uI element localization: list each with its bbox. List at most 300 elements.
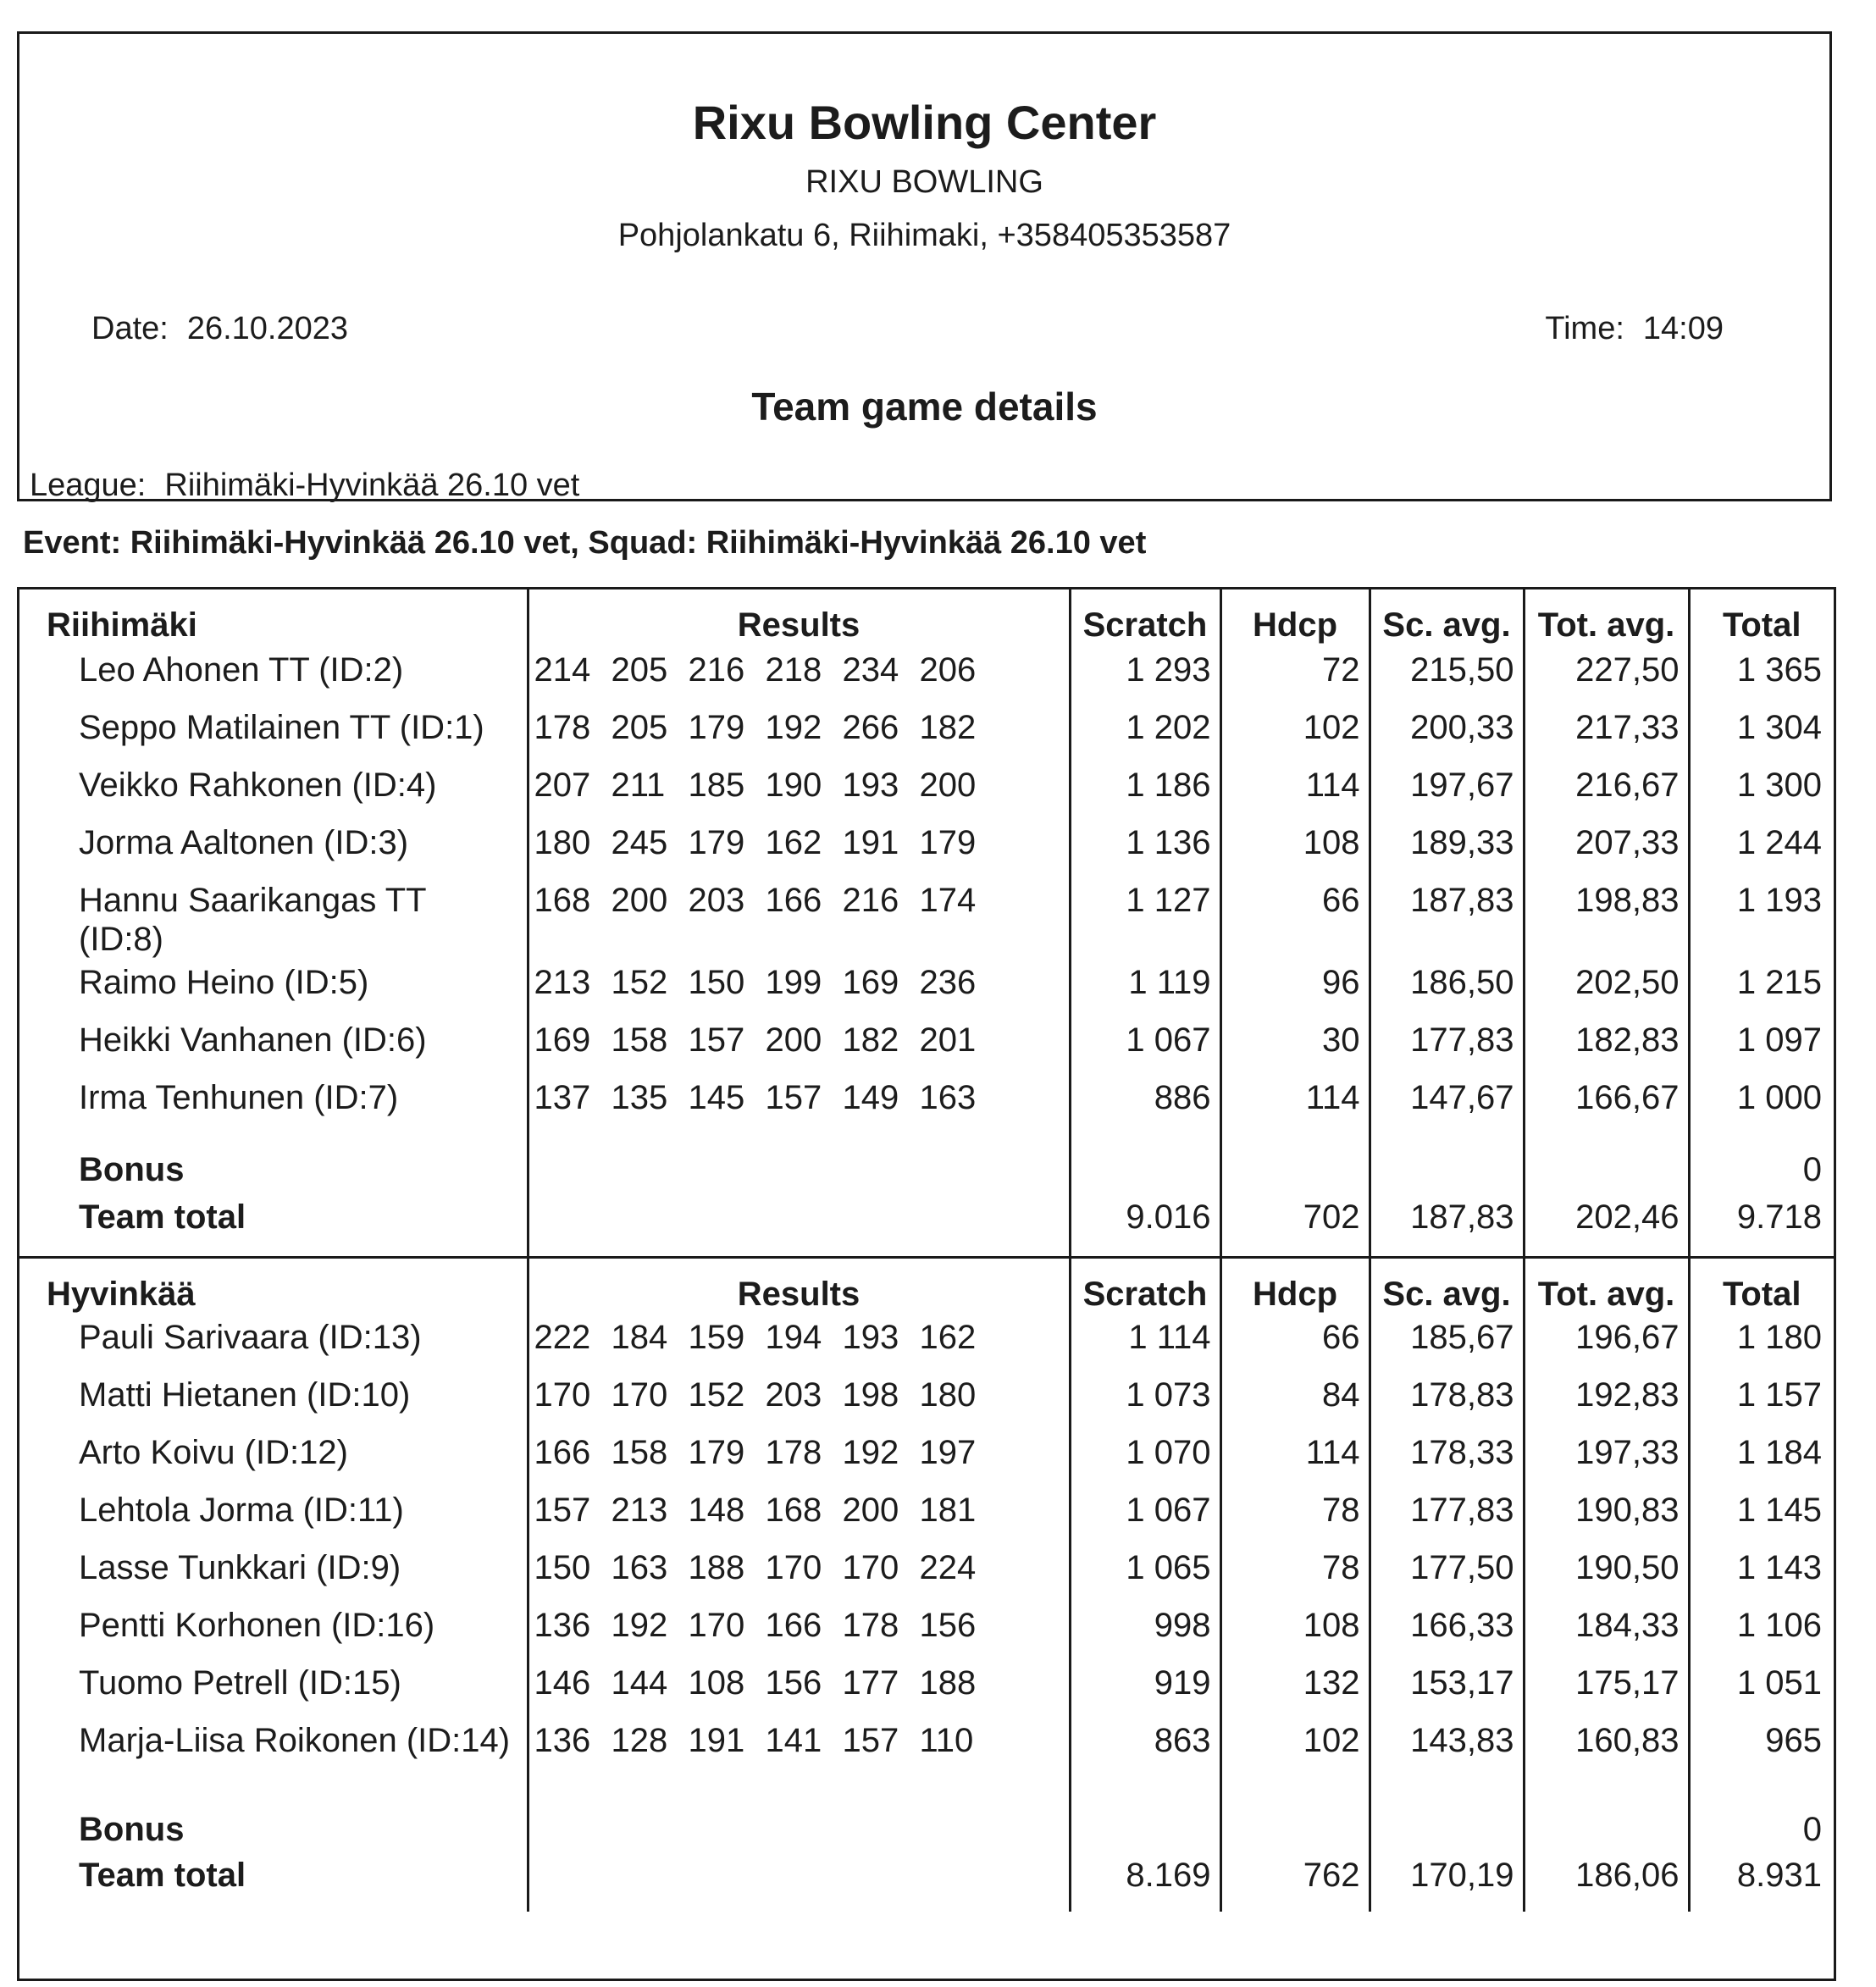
bonus-total: 0 [1689, 1803, 1834, 1856]
empty-cell [1370, 1803, 1524, 1856]
game-score: 198 [842, 1376, 899, 1414]
game-score: 141 [765, 1722, 822, 1759]
team-total-scratch: 9.016 [1070, 1198, 1220, 1257]
game-score: 218 [765, 651, 822, 689]
player-hdcp: 66 [1220, 1318, 1370, 1375]
player-total: 1 304 [1689, 708, 1834, 766]
game-scores [529, 1375, 1069, 1414]
player-total: 1 000 [1689, 1078, 1834, 1143]
player-hdcp: 114 [1220, 766, 1370, 823]
hdcp-header: Hdcp [1220, 1257, 1370, 1318]
game-score: 163 [611, 1549, 668, 1586]
game-score: 180 [534, 824, 591, 861]
player-tot-avg: 217,33 [1524, 708, 1689, 766]
player-row [19, 1021, 1834, 1078]
player-row [19, 1548, 1834, 1606]
player-total: 1 097 [1689, 1021, 1834, 1078]
results-header: Results [528, 589, 1070, 650]
player-name: Marja-Liisa Roikonen (ID:14) [79, 1722, 511, 1759]
game-score: 179 [688, 824, 745, 861]
player-hdcp: 114 [1220, 1433, 1370, 1491]
player-games [528, 650, 1070, 708]
game-score: 236 [919, 964, 977, 1001]
report-time [1545, 309, 1724, 348]
team-total-hdcp: 762 [1220, 1856, 1370, 1912]
time-label: Time: [1545, 311, 1624, 346]
player-hdcp: 102 [1220, 1721, 1370, 1803]
game-score: 158 [611, 1434, 668, 1471]
game-score: 179 [688, 1434, 745, 1471]
game-score: 216 [688, 651, 745, 689]
game-score: 190 [765, 767, 822, 804]
game-score: 168 [534, 882, 591, 919]
game-score: 205 [611, 651, 668, 689]
player-games [528, 881, 1070, 963]
bonus-total: 0 [1689, 1143, 1834, 1198]
player-hdcp: 96 [1220, 963, 1370, 1021]
player-scratch: 1 136 [1070, 823, 1220, 881]
empty-cell [1220, 1143, 1370, 1198]
player-games [528, 708, 1070, 766]
game-score: 266 [842, 709, 899, 746]
player-row [19, 708, 1834, 766]
player-row [19, 823, 1834, 881]
team-name: Hyvinkää [19, 1257, 528, 1318]
player-scratch: 1 293 [1070, 650, 1220, 708]
game-score: 193 [842, 767, 899, 804]
game-score: 168 [765, 1492, 822, 1529]
player-tot-avg: 175,17 [1524, 1663, 1689, 1721]
game-score: 188 [688, 1549, 745, 1586]
player-name: Tuomo Petrell (ID:15) [79, 1664, 401, 1702]
results-table-box [17, 587, 1836, 1981]
player-scratch: 919 [1070, 1663, 1220, 1721]
player-row [19, 881, 1834, 963]
team-total-row [19, 1856, 1834, 1912]
player-name: Hannu Saarikangas TT (ID:8) [79, 882, 426, 958]
player-name: Raimo Heino (ID:5) [79, 964, 369, 1001]
league-line [30, 466, 579, 505]
game-score: 170 [688, 1607, 745, 1644]
player-hdcp: 66 [1220, 881, 1370, 963]
player-total: 965 [1689, 1721, 1834, 1803]
player-hdcp: 132 [1220, 1663, 1370, 1721]
game-score: 170 [765, 1549, 822, 1586]
bonus-row [19, 1143, 1834, 1198]
game-score: 108 [688, 1664, 745, 1702]
game-scores [529, 1606, 1069, 1645]
game-score: 191 [688, 1722, 745, 1759]
player-hdcp: 114 [1220, 1078, 1370, 1143]
player-total: 1 193 [1689, 881, 1834, 963]
player-hdcp: 30 [1220, 1021, 1370, 1078]
game-score: 137 [534, 1079, 591, 1116]
player-sc-avg: 189,33 [1370, 823, 1524, 881]
player-scratch: 1 067 [1070, 1021, 1220, 1078]
total-header: Total [1689, 589, 1834, 650]
player-row [19, 650, 1834, 708]
player-tot-avg: 160,83 [1524, 1721, 1689, 1803]
empty-cell [1070, 1143, 1220, 1198]
player-row [19, 1078, 1834, 1143]
game-score: 193 [842, 1319, 899, 1356]
game-score: 213 [534, 964, 591, 1001]
player-total: 1 145 [1689, 1491, 1834, 1548]
game-score: 163 [919, 1079, 977, 1116]
team-total-row [19, 1198, 1834, 1257]
game-score: 179 [688, 709, 745, 746]
player-sc-avg: 177,83 [1370, 1491, 1524, 1548]
player-name: Pauli Sarivaara (ID:13) [79, 1319, 422, 1356]
game-score: 166 [534, 1434, 591, 1471]
team-total-sc-avg: 187,83 [1370, 1198, 1524, 1257]
player-name: Veikko Rahkonen (ID:4) [79, 767, 437, 804]
player-name: Matti Hietanen (ID:10) [79, 1376, 411, 1414]
player-total: 1 051 [1689, 1663, 1834, 1721]
player-sc-avg: 215,50 [1370, 650, 1524, 708]
empty-cell [1070, 1803, 1220, 1856]
game-score: 178 [765, 1434, 822, 1471]
game-score: 148 [688, 1492, 745, 1529]
center-subtitle: RIXU BOWLING [805, 164, 1043, 200]
date-value: 26.10.2023 [186, 311, 349, 346]
game-scores [529, 1491, 1069, 1530]
game-score: 182 [842, 1021, 899, 1059]
game-scores [529, 1318, 1069, 1357]
game-score: 180 [919, 1376, 977, 1414]
game-score: 144 [611, 1664, 668, 1702]
player-row [19, 1491, 1834, 1548]
league-value: Riihimäki-Hyvinkää 26.10 vet [164, 468, 580, 503]
game-score: 169 [842, 964, 899, 1001]
game-score: 192 [842, 1434, 899, 1471]
team-total-tot-avg: 202,46 [1524, 1198, 1689, 1257]
game-score: 162 [919, 1319, 977, 1356]
player-scratch: 1 119 [1070, 963, 1220, 1021]
player-row [19, 1433, 1834, 1491]
date-label: Date: [91, 311, 169, 346]
game-scores [529, 650, 1069, 689]
game-score: 200 [842, 1492, 899, 1529]
scratch-header: Scratch [1070, 589, 1220, 650]
game-score: 150 [688, 964, 745, 1001]
game-scores [529, 766, 1069, 805]
player-scratch: 1 127 [1070, 881, 1220, 963]
game-scores [529, 963, 1069, 1002]
player-sc-avg: 200,33 [1370, 708, 1524, 766]
game-score: 184 [611, 1319, 668, 1356]
player-total: 1 180 [1689, 1318, 1834, 1375]
game-score: 245 [611, 824, 668, 861]
game-score: 214 [534, 651, 591, 689]
center-address: Pohjolankatu 6, Riihimaki, +358405353587 [617, 218, 1231, 253]
player-scratch: 1 114 [1070, 1318, 1220, 1375]
game-score: 152 [688, 1376, 745, 1414]
player-name: Irma Tenhunen (ID:7) [79, 1079, 399, 1116]
player-scratch: 1 065 [1070, 1548, 1220, 1606]
game-score: 156 [919, 1607, 977, 1644]
game-scores [529, 1021, 1069, 1060]
team-total-tot-avg: 186,06 [1524, 1856, 1689, 1912]
game-score: 199 [765, 964, 822, 1001]
game-score: 200 [765, 1021, 822, 1059]
player-hdcp: 108 [1220, 1606, 1370, 1663]
player-tot-avg: 184,33 [1524, 1606, 1689, 1663]
player-name: Pentti Korhonen (ID:16) [79, 1607, 435, 1644]
tot-avg-header: Tot. avg. [1524, 1257, 1689, 1318]
player-name: Jorma Aaltonen (ID:3) [79, 824, 409, 861]
player-games [528, 1491, 1070, 1548]
game-scores [529, 881, 1069, 920]
player-row [19, 1318, 1834, 1375]
game-score: 188 [919, 1664, 977, 1702]
game-score: 150 [534, 1549, 591, 1586]
player-tot-avg: 197,33 [1524, 1433, 1689, 1491]
tot-avg-header: Tot. avg. [1524, 589, 1689, 650]
game-score: 234 [842, 651, 899, 689]
game-score: 201 [919, 1021, 977, 1059]
player-tot-avg: 166,67 [1524, 1078, 1689, 1143]
game-score: 170 [842, 1549, 899, 1586]
player-sc-avg: 187,83 [1370, 881, 1524, 963]
game-score: 205 [611, 709, 668, 746]
player-sc-avg: 177,50 [1370, 1548, 1524, 1606]
player-row [19, 963, 1834, 1021]
team-total-label: Team total [79, 1198, 246, 1236]
player-row [19, 1606, 1834, 1663]
player-games [528, 1548, 1070, 1606]
game-score: 162 [765, 824, 822, 861]
player-name: Seppo Matilainen TT (ID:1) [79, 709, 484, 746]
player-hdcp: 72 [1220, 650, 1370, 708]
game-score: 194 [765, 1319, 822, 1356]
player-name: Heikki Vanhanen (ID:6) [79, 1021, 427, 1059]
team-header-row [19, 1257, 1834, 1318]
player-tot-avg: 190,50 [1524, 1548, 1689, 1606]
player-games [528, 963, 1070, 1021]
player-hdcp: 102 [1220, 708, 1370, 766]
player-total: 1 215 [1689, 963, 1834, 1021]
game-score: 169 [534, 1021, 591, 1059]
player-total: 1 143 [1689, 1548, 1834, 1606]
game-score: 203 [765, 1376, 822, 1414]
player-scratch: 886 [1070, 1078, 1220, 1143]
player-sc-avg: 177,83 [1370, 1021, 1524, 1078]
player-hdcp: 84 [1220, 1375, 1370, 1433]
game-scores [529, 1548, 1069, 1587]
player-games [528, 1663, 1070, 1721]
player-tot-avg: 196,67 [1524, 1318, 1689, 1375]
game-score: 166 [765, 882, 822, 919]
player-scratch: 998 [1070, 1606, 1220, 1663]
game-score: 216 [842, 882, 899, 919]
player-total: 1 106 [1689, 1606, 1834, 1663]
game-score: 211 [611, 767, 666, 804]
player-sc-avg: 143,83 [1370, 1721, 1524, 1803]
bonus-label: Bonus [79, 1811, 185, 1848]
game-score: 182 [919, 709, 977, 746]
time-value: 14:09 [1642, 311, 1724, 346]
game-score: 135 [611, 1079, 668, 1116]
empty-cell [1524, 1803, 1689, 1856]
player-scratch: 1 186 [1070, 766, 1220, 823]
game-score: 157 [688, 1021, 745, 1059]
player-row [19, 766, 1834, 823]
report-date [91, 309, 348, 348]
team-total-total: 9.718 [1689, 1198, 1834, 1257]
results-header: Results [528, 1257, 1070, 1318]
game-score: 146 [534, 1664, 591, 1702]
empty-cell [528, 1198, 1070, 1257]
game-score: 149 [842, 1079, 899, 1116]
game-scores [529, 1721, 1069, 1760]
player-sc-avg: 197,67 [1370, 766, 1524, 823]
player-total: 1 157 [1689, 1375, 1834, 1433]
player-total: 1 365 [1689, 650, 1834, 708]
player-games [528, 766, 1070, 823]
game-score: 136 [534, 1607, 591, 1644]
player-sc-avg: 153,17 [1370, 1663, 1524, 1721]
results-table [19, 589, 1834, 1912]
game-score: 203 [688, 882, 745, 919]
game-score: 192 [765, 709, 822, 746]
game-score: 207 [534, 767, 591, 804]
player-sc-avg: 147,67 [1370, 1078, 1524, 1143]
total-header: Total [1689, 1257, 1834, 1318]
player-name: Lehtola Jorma (ID:11) [79, 1492, 404, 1529]
player-name: Lasse Tunkkari (ID:9) [79, 1549, 401, 1586]
game-score: 192 [611, 1607, 668, 1644]
player-scratch: 863 [1070, 1721, 1220, 1803]
player-tot-avg: 182,83 [1524, 1021, 1689, 1078]
player-games [528, 1606, 1070, 1663]
game-scores [529, 1663, 1069, 1702]
player-tot-avg: 202,50 [1524, 963, 1689, 1021]
game-score: 128 [611, 1722, 668, 1759]
player-row [19, 1663, 1834, 1721]
player-games [528, 1433, 1070, 1491]
report-title: Team game details [751, 385, 1098, 429]
game-score: 152 [611, 964, 668, 1001]
team-name: Riihimäki [47, 606, 197, 644]
team-total-total: 8.931 [1689, 1856, 1834, 1912]
game-score: 157 [765, 1079, 822, 1116]
player-total: 1 300 [1689, 766, 1834, 823]
game-score: 170 [611, 1376, 668, 1414]
player-sc-avg: 186,50 [1370, 963, 1524, 1021]
player-scratch: 1 202 [1070, 708, 1220, 766]
player-total: 1 184 [1689, 1433, 1834, 1491]
player-games [528, 823, 1070, 881]
game-score: 177 [842, 1664, 899, 1702]
report-header [17, 31, 1832, 501]
hdcp-header: Hdcp [1220, 589, 1370, 650]
game-score: 213 [611, 1492, 668, 1529]
player-scratch: 1 073 [1070, 1375, 1220, 1433]
team-total-label: Team total [79, 1857, 246, 1894]
player-tot-avg: 207,33 [1524, 823, 1689, 881]
game-score: 197 [919, 1434, 977, 1471]
game-score: 181 [919, 1492, 977, 1529]
team-total-sc-avg: 170,19 [1370, 1856, 1524, 1912]
player-games [528, 1078, 1070, 1143]
player-games [528, 1375, 1070, 1433]
player-total: 1 244 [1689, 823, 1834, 881]
game-score: 178 [534, 709, 591, 746]
player-games [528, 1318, 1070, 1375]
player-hdcp: 108 [1220, 823, 1370, 881]
game-score: 159 [688, 1319, 745, 1356]
player-row [19, 1721, 1834, 1803]
game-score: 185 [688, 767, 745, 804]
game-score: 156 [765, 1664, 822, 1702]
empty-cell [528, 1856, 1070, 1912]
game-scores [529, 1433, 1069, 1472]
empty-cell [528, 1803, 1070, 1856]
player-name: Arto Koivu (ID:12) [79, 1434, 348, 1471]
game-score: 110 [919, 1722, 974, 1759]
game-score: 179 [919, 824, 977, 861]
team-header-row [19, 589, 1834, 650]
player-row [19, 1375, 1834, 1433]
team-total-hdcp: 702 [1220, 1198, 1370, 1257]
game-score: 158 [611, 1021, 668, 1059]
game-score: 166 [765, 1607, 822, 1644]
game-score: 136 [534, 1722, 591, 1759]
player-tot-avg: 190,83 [1524, 1491, 1689, 1548]
player-sc-avg: 185,67 [1370, 1318, 1524, 1375]
game-score: 157 [534, 1492, 591, 1529]
game-score: 145 [688, 1079, 745, 1116]
game-score: 224 [919, 1549, 977, 1586]
game-score: 157 [842, 1722, 899, 1759]
game-scores [529, 1078, 1069, 1117]
player-tot-avg: 216,67 [1524, 766, 1689, 823]
league-label: League: [30, 468, 147, 503]
player-scratch: 1 067 [1070, 1491, 1220, 1548]
game-score: 200 [919, 767, 977, 804]
game-score: 170 [534, 1376, 591, 1414]
empty-cell [1370, 1143, 1524, 1198]
game-score: 222 [534, 1319, 591, 1356]
player-tot-avg: 227,50 [1524, 650, 1689, 708]
sc-avg-header: Sc. avg. [1370, 589, 1524, 650]
game-scores [529, 708, 1069, 747]
empty-cell [528, 1143, 1070, 1198]
player-sc-avg: 178,83 [1370, 1375, 1524, 1433]
player-name: Leo Ahonen TT (ID:2) [79, 651, 404, 689]
empty-cell [1524, 1143, 1689, 1198]
scratch-header: Scratch [1070, 1257, 1220, 1318]
bonus-row [19, 1803, 1834, 1856]
player-sc-avg: 178,33 [1370, 1433, 1524, 1491]
game-score: 178 [842, 1607, 899, 1644]
sc-avg-header: Sc. avg. [1370, 1257, 1524, 1318]
game-score: 174 [919, 882, 977, 919]
player-tot-avg: 198,83 [1524, 881, 1689, 963]
player-games [528, 1021, 1070, 1078]
event-line: Event: Riihimäki-Hyvinkää 26.10 vet, Squad: Riihimäki-Hyvinkää 26.10 vet [23, 525, 1147, 561]
player-games [528, 1721, 1070, 1803]
team-total-scratch: 8.169 [1070, 1856, 1220, 1912]
player-hdcp: 78 [1220, 1548, 1370, 1606]
player-sc-avg: 166,33 [1370, 1606, 1524, 1663]
game-score: 206 [919, 651, 977, 689]
player-tot-avg: 192,83 [1524, 1375, 1689, 1433]
game-score: 191 [842, 824, 899, 861]
player-hdcp: 78 [1220, 1491, 1370, 1548]
empty-cell [1220, 1803, 1370, 1856]
